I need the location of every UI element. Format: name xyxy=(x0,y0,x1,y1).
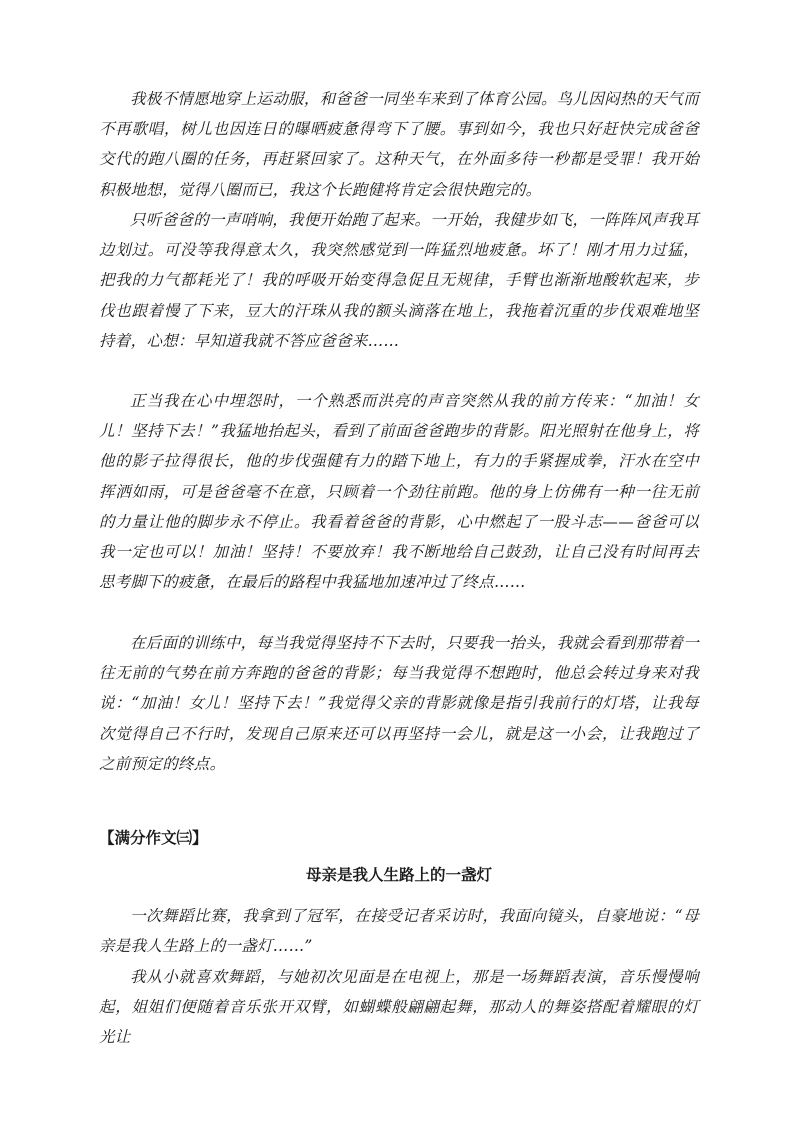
paragraph-2: 只听爸爸的一声哨响，我便开始跑了起来。一开始，我健步如飞，一阵阵风声我耳边划过。可没等我得意太久，我突然感觉到一阵猛烈地疲惫。坏了！刚才用力过猛，把我的力气都耗光了！我的呼吸开始变得急促且无规律，手臂也渐渐地酸软起来，步伐也跟着慢了下来，豆大的汗珠从我的额头滴落在地上，我拖着沉重的步伐艰难地坚持着，心想：早知道我就不答应爸爸来…… xyxy=(99,211,699,350)
essay-paragraph-2: 我从小就喜欢舞蹈，与她初次见面是在电视上，那是一场舞蹈表演，音乐慢慢响起，姐姐们便随着音乐张开双臂，如蝴蝶般翩翩起舞，那动人的舞姿搭配着耀眼的灯光让 xyxy=(99,968,699,1047)
paragraph-4: 在后面的训练中，每当我觉得坚持不下去时，只要我一抬头，我就会看到那带着一往无前的气势在前方奔跑的爸爸的背影；每当我觉得不想跑时，他总会转过身来对我说：“加油！女儿！坚持下去！”我觉得父亲的背影就像是指引我前行的灯塔，让我每次觉得自己不行时，发现自己原来还可以再坚持一会儿，就是这一小会，让我跑过了之前预定的终点。 xyxy=(99,634,699,773)
paragraph-3: 正当我在心中埋怨时，一个熟悉而洪亮的声音突然从我的前方传来：“加油！女儿！坚持下去！”我猛地抬起头，看到了前面爸爸跑步的背影。阳光照射在他身上，将他的影子拉得很长，他的步伐强健有力的踏下地上，有力的手紧握成拳，汗水在空中挥洒如雨，可是爸爸毫不在意，只顾着一个劲往前跑。他的身上仿佛有一种一往无前的力量让他的脚步永不停止。我看着爸爸的背影，心中燃起了一股斗志——爸爸可以我一定也可以！加油！坚持！不要放弃！我不断地给自己鼓劲，让自己没有时间再去思考脚下的疲惫，在最后的路程中我猛地加速冲过了终点…… xyxy=(99,392,699,592)
paragraph-1: 我极不情愿地穿上运动服，和爸爸一同坐车来到了体育公园。鸟儿因闷热的天气而不再歌唱，树儿也因连日的曝晒疲惫得弯下了腰。事到如今，我也只好赶快完成爸爸交代的跑八圈的任务，再赶紧回家了。这种天气，在外面多待一秒都是受罪！我开始积极地想，觉得八圈而已，我这个长跑健将肯定会很快跑完的。 xyxy=(99,90,699,199)
essay-title: 母亲是我人生路上的一盏灯 xyxy=(305,866,492,884)
section-label: 【满分作文㈢】 xyxy=(99,829,208,847)
essay-paragraph-1: 一次舞蹈比赛，我拿到了冠军，在接受记者采访时，我面向镜头，自豪地说：“母亲是我人生路上的一盏灯……” xyxy=(99,907,699,956)
